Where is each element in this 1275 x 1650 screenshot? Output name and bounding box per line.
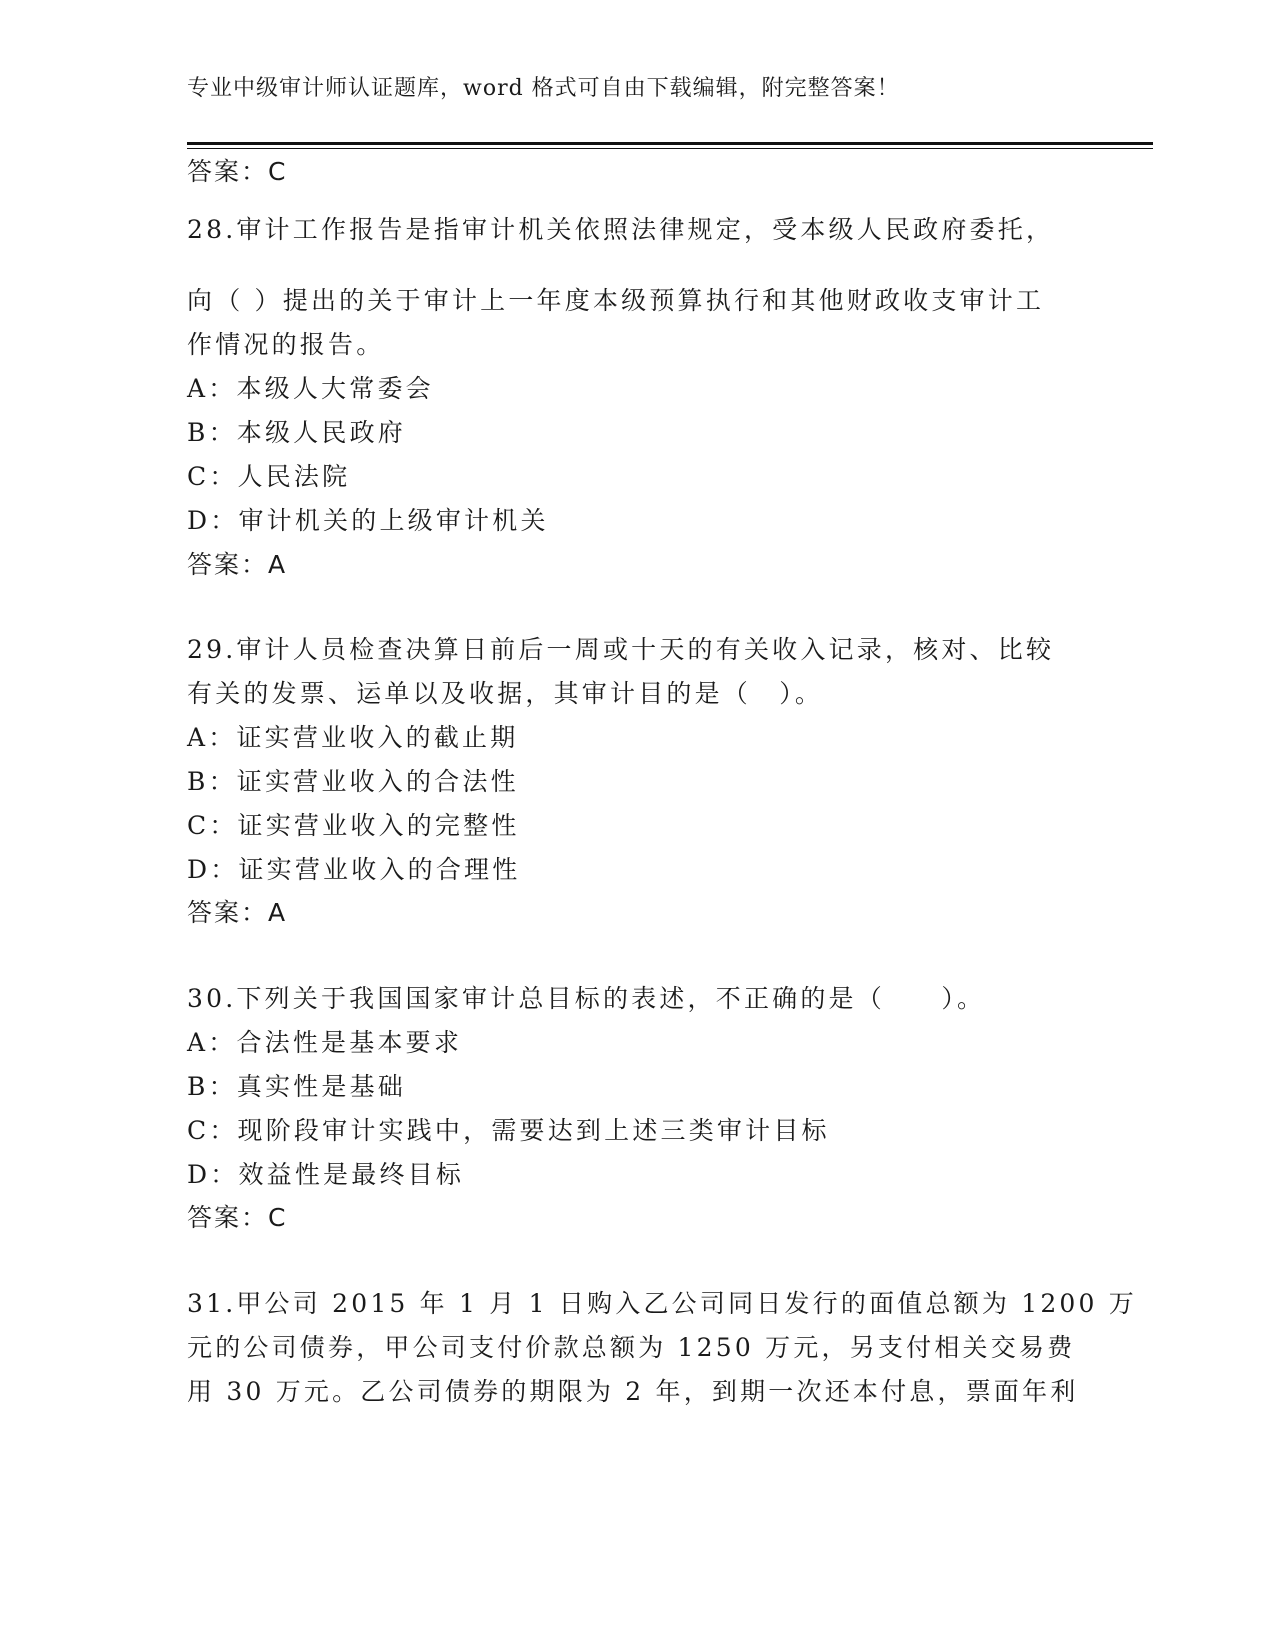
question-28-answer: 答案：A bbox=[187, 550, 288, 579]
header-divider-thick bbox=[187, 142, 1153, 145]
question-29-answer: 答案：A bbox=[187, 898, 288, 927]
question-31-line-1: 31.甲公司 2015 年 1 月 1 日购入乙公司同日发行的面值总额为 1200 万 bbox=[187, 1289, 1137, 1318]
question-29-option-a: A：证实营业收入的截止期 bbox=[187, 723, 519, 752]
question-28-line-3: 作情况的报告。 bbox=[187, 330, 385, 359]
question-30-option-c: C：现阶段审计实践中，需要达到上述三类审计目标 bbox=[187, 1116, 830, 1145]
question-29-option-b: B：证实营业收入的合法性 bbox=[187, 767, 519, 796]
question-28-line-2: 向（ ）提出的关于审计上一年度本级预算执行和其他财政收支审计工 bbox=[187, 286, 1045, 315]
question-30-line-1: 30.下列关于我国国家审计总目标的表述，不正确的是（ ）。 bbox=[187, 984, 986, 1013]
question-28-option-b: B：本级人民政府 bbox=[187, 418, 406, 447]
question-30-option-b: B：真实性是基础 bbox=[187, 1072, 406, 1101]
question-31-line-3: 用 30 万元。乙公司债券的期限为 2 年，到期一次还本付息，票面年利 bbox=[187, 1377, 1079, 1406]
question-29-line-2: 有关的发票、运单以及收据，其审计目的是（ ）。 bbox=[187, 679, 824, 708]
question-28-option-d: D：审计机关的上级审计机关 bbox=[187, 506, 549, 535]
question-29-option-c: C：证实营业收入的完整性 bbox=[187, 811, 520, 840]
question-30-answer: 答案：C bbox=[187, 1203, 288, 1232]
previous-answer: 答案：C bbox=[187, 157, 288, 186]
question-28-option-c: C：人民法院 bbox=[187, 462, 351, 491]
question-29-option-d: D：证实营业收入的合理性 bbox=[187, 855, 521, 884]
question-30-option-d: D：效益性是最终目标 bbox=[187, 1160, 465, 1189]
header-divider-thin bbox=[187, 148, 1153, 149]
page-header: 专业中级审计师认证题库，word 格式可自由下载编辑，附完整答案！ bbox=[187, 76, 900, 101]
question-31-line-2: 元的公司债券，甲公司支付价款总额为 1250 万元，另支付相关交易费 bbox=[187, 1333, 1076, 1362]
question-28-line-1: 28.审计工作报告是指审计机关依照法律规定，受本级人民政府委托， bbox=[187, 215, 1055, 244]
question-29-line-1: 29.审计人员检查决算日前后一周或十天的有关收入记录，核对、比较 bbox=[187, 635, 1055, 664]
question-28-option-a: A：本级人大常委会 bbox=[187, 374, 434, 403]
question-30-option-a: A：合法性是基本要求 bbox=[187, 1028, 463, 1057]
